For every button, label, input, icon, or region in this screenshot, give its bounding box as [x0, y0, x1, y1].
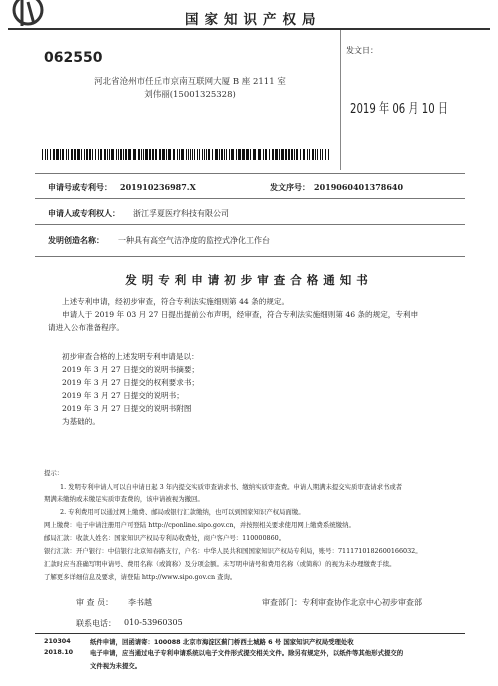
barcode-bar	[328, 149, 329, 160]
barcode-bar	[190, 149, 191, 160]
barcode-bar	[168, 149, 171, 160]
sent-date-label: 发文日：	[346, 46, 378, 55]
barcode-bar	[231, 149, 234, 160]
notice-para-2b: 请进入公布准备程序。	[48, 323, 124, 332]
barcode-bar	[53, 149, 55, 160]
barcode-bar	[285, 149, 287, 160]
barcode-bar	[275, 149, 278, 160]
barcode-bar	[74, 149, 76, 160]
notice-title: 发明专利申请初步审查合格通知书	[125, 273, 373, 287]
barcode-bar	[92, 149, 93, 160]
barcode-bar	[215, 149, 218, 160]
footer-line-2: 电子申请，应当通过电子专利申请系统以电子文件形式提交相关文件。除另有规定外，以纸件等其他形式提交的	[90, 649, 404, 657]
header-title: 国家知识产权局	[185, 12, 322, 28]
tip-line: 银行汇款：开户银行：中信银行北京知春路支行，户名：中华人民共和国国家知识产权局专利局，账号：7111710182600166032。	[44, 547, 422, 555]
rule	[35, 256, 465, 257]
rule	[35, 173, 465, 174]
barcode-bar	[317, 149, 318, 160]
barcode-bar	[208, 149, 210, 160]
barcode-bar	[272, 149, 274, 160]
barcode-bar	[166, 149, 167, 160]
barcode-bar	[221, 149, 223, 160]
barcode-bar	[219, 149, 220, 160]
application-number-label: 申请号或专利号：	[48, 182, 112, 192]
rule	[35, 198, 465, 199]
tip-line: 期满未缴纳或未缴足实质审查费的，该申请被视为撤回。	[44, 495, 204, 503]
tip-line: 2. 专利费用可以通过网上缴费、邮局或银行汇款缴纳，也可以到国家知识产权局面缴。	[60, 508, 305, 516]
basis-item: 2019 年 3 月 27 日提交的权利要求书；	[62, 378, 200, 387]
postal-code: 062550	[44, 50, 103, 66]
barcode-bar	[238, 149, 241, 160]
barcode-bar	[86, 149, 88, 160]
examiner-label: 审 查 员：	[76, 598, 114, 607]
barcode-bar	[45, 149, 46, 160]
barcode-bar	[143, 149, 144, 160]
applicant-name: 浙江孚夏医疗科技有限公司	[133, 209, 229, 218]
barcode-bar	[288, 149, 290, 160]
barcode-bar	[296, 149, 298, 160]
barcode-bar	[162, 149, 165, 160]
barcode-bar	[141, 149, 142, 160]
barcode-bar	[152, 149, 154, 160]
barcode-bar	[177, 149, 178, 160]
barcode-bar	[294, 149, 295, 160]
barcode-bar	[133, 149, 136, 160]
form-version: 2018.10	[44, 648, 74, 656]
barcode-bar	[186, 149, 187, 160]
examiner-name: 李书越	[128, 598, 152, 607]
barcode-bar	[179, 149, 180, 160]
barcode-bar	[68, 149, 69, 160]
header-rule	[8, 28, 490, 30]
barcode-bar	[47, 149, 48, 160]
barcode-bar	[77, 149, 80, 160]
barcode-bar	[226, 149, 227, 160]
application-number: 201910236987.X	[120, 182, 196, 192]
contact-label: 联系电话：	[76, 619, 116, 628]
barcode-bar	[111, 149, 114, 160]
barcode-bar	[309, 149, 310, 160]
block-divider	[340, 30, 341, 170]
barcode-bar	[312, 149, 314, 160]
barcode-bar	[199, 149, 200, 160]
invention-title: 一种具有高空气洁净度的监控式净化工作台	[118, 236, 270, 245]
barcode-bar	[300, 149, 301, 160]
barcode-bar	[212, 149, 213, 160]
recipient-name: 刘伟丽(15001325328)	[144, 90, 236, 100]
barcode-bar	[320, 149, 321, 160]
barcode-bar	[202, 149, 203, 160]
barcode-bar	[197, 149, 198, 160]
barcode-bar	[56, 149, 59, 160]
tip-line: 1. 发明专利申请人可以自申请日起 3 年内提交实质审查请求书、缴纳实质审查费。申请人期满未提交实质审查请求书或者	[60, 483, 403, 491]
barcode-bar	[291, 149, 293, 160]
barcode-bar	[322, 149, 323, 160]
barcode-bar	[181, 149, 184, 160]
basis-item: 2019 年 3 月 27 日提交的说明书；	[62, 391, 184, 400]
barcode-bar	[253, 149, 256, 160]
barcode-bar	[206, 149, 207, 160]
barcode-bar	[62, 149, 64, 160]
basis-item: 2019 年 3 月 27 日提交的说明书摘要；	[62, 365, 200, 374]
barcode-bar	[98, 149, 99, 160]
department-name: 专利审查协作北京中心初步审查部	[302, 598, 422, 607]
basis-item: 2019 年 3 月 27 日提交的说明书附图	[62, 404, 192, 413]
notice-para-2a: 申请人于 2019 年 03 月 27 日提出提前公布声明，经审查，符合专利法实施细则第 46 条的规定，专利申	[62, 310, 419, 319]
barcode-bar	[66, 149, 67, 160]
serial-number: 2019060401378640	[314, 182, 404, 192]
barcode-bar	[50, 149, 51, 160]
applicant-label: 申请人或专利权人：	[48, 208, 120, 218]
barcode-bar	[315, 149, 316, 160]
barcode-bar	[204, 149, 205, 160]
barcode-bar	[100, 149, 102, 160]
barcode-bar	[242, 149, 245, 160]
barcode-bar	[236, 149, 237, 160]
barcode-bar	[224, 149, 225, 160]
barcode-bar	[60, 149, 61, 160]
contact-phone: 010-53960305	[124, 618, 183, 627]
barcode	[42, 149, 329, 160]
barcode-bar	[307, 149, 308, 160]
barcode-bar	[188, 149, 189, 160]
department-label: 审查部门：	[262, 598, 302, 607]
barcode-bar	[107, 149, 108, 160]
barcode-bar	[125, 149, 127, 160]
barcode-bar	[71, 149, 73, 160]
barcode-bar	[325, 149, 326, 160]
sent-date: 2019 年 06 月 10 日	[350, 101, 449, 117]
barcode-bar	[258, 149, 261, 160]
sipo-logo-icon	[8, 0, 48, 28]
barcode-bar	[250, 149, 251, 160]
basis-end: 为基础的。	[62, 417, 100, 426]
notice-para-1: 上述专利申请，经初步审查，符合专利法实施细则第 44 条的规定。	[62, 297, 290, 306]
tip-line: 汇款时应当准确写明申请号、费用名称（或简称）及分项金额。未写明申请号和费用名称（或简称）的视为未办理缴费手续。	[44, 560, 396, 568]
barcode-bar	[159, 149, 161, 160]
barcode-bar	[116, 149, 117, 160]
rule	[35, 224, 465, 225]
barcode-bar	[123, 149, 124, 160]
barcode-bar	[246, 149, 249, 160]
barcode-bar	[118, 149, 119, 160]
barcode-bar	[109, 149, 110, 160]
form-code: 210304	[44, 637, 71, 645]
tip-line: 邮局汇款：收款人姓名：国家知识产权局专利局收费处，商户客户号：110000860。	[44, 534, 286, 542]
barcode-bar	[104, 149, 106, 160]
barcode-bar	[281, 149, 284, 160]
barcode-bar	[145, 149, 148, 160]
barcode-bar	[42, 149, 43, 160]
barcode-bar	[149, 149, 151, 160]
barcode-bar	[194, 149, 195, 160]
footer-line-1: 纸件申请，回函请寄：100088 北京市海淀区蓟门桥西土城路 6 号 国家知识产权局受理处收	[90, 638, 354, 646]
serial-label: 发文序号：	[270, 182, 310, 192]
barcode-bar	[263, 149, 264, 160]
barcode-bar	[95, 149, 96, 160]
recipient-address: 河北省沧州市任丘市京南互联网大厦 B 座 2111 室	[94, 77, 286, 87]
barcode-bar	[155, 149, 157, 160]
basis-intro: 初步审查合格的上述发明专利申请是以：	[62, 352, 199, 361]
barcode-bar	[138, 149, 140, 160]
barcode-bar	[192, 149, 193, 160]
barcode-bar	[279, 149, 280, 160]
barcode-bar	[84, 149, 85, 160]
footer-line-3: 文件视为未提交。	[90, 662, 142, 670]
barcode-bar	[173, 149, 175, 160]
barcode-bar	[89, 149, 91, 160]
barcode-bar	[229, 149, 230, 160]
invention-label: 发明创造名称：	[48, 235, 104, 245]
barcode-bar	[120, 149, 122, 160]
barcode-bar	[81, 149, 82, 160]
barcode-bar	[265, 149, 267, 160]
tip-line: 了解更多详细信息及要求，请登陆 http://www.sipo.gov.cn 查询。	[44, 573, 237, 581]
tip-line: 网上缴费：电子申请注册用户可登陆 http://cponline.sipo.gov.cn，并按照相关要求使用网上缴费系统缴纳。	[44, 521, 355, 529]
barcode-bar	[269, 149, 270, 160]
footer-rule	[35, 633, 465, 634]
tips-label: 提示：	[44, 469, 64, 477]
barcode-bar	[303, 149, 305, 160]
barcode-bar	[128, 149, 131, 160]
